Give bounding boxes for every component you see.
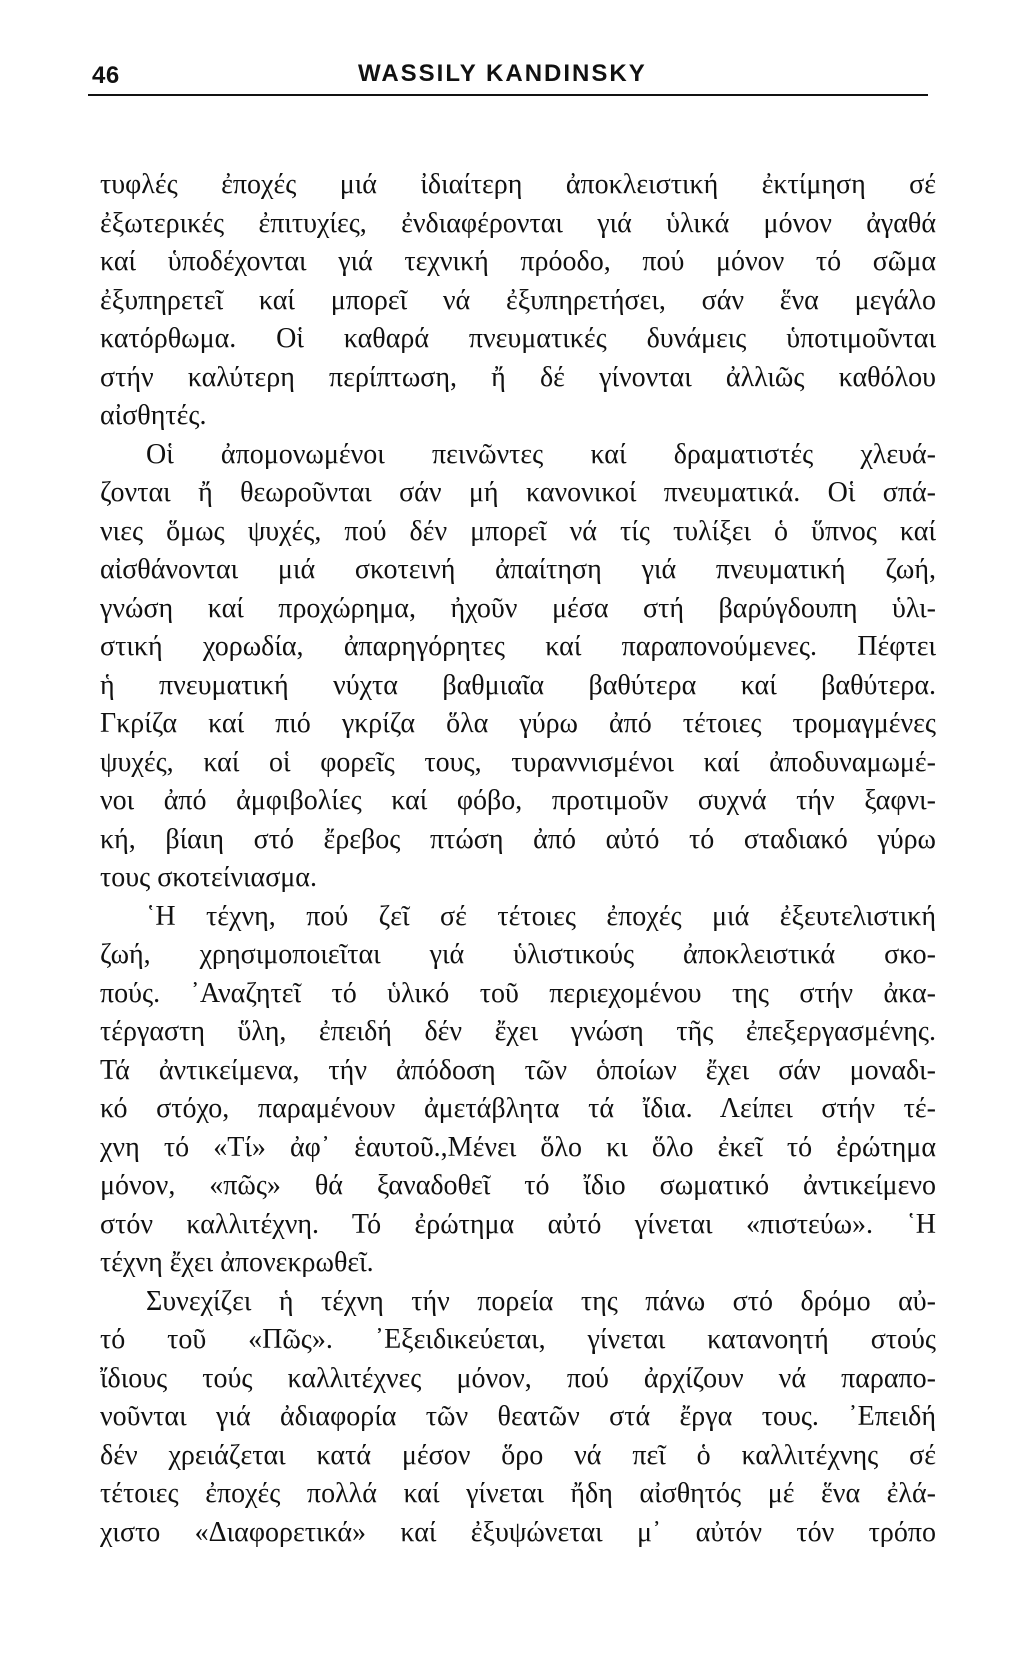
text-line: ψυχές, καί οἱ φορεῖς τους, τυραννισμένοι καί ἀποδυναμωμέ- [100,746,936,778]
text-line: Τά ἀντικείμενα, τήν ἀπόδοση τῶν ὁποίων ἔχει σάν μοναδι- [100,1054,936,1086]
text-line: ἐξυπηρετεῖ καί μπορεῖ νά ἐξυπηρετήσει, σάν ἕνα μεγάλο [100,284,936,316]
text-line: καί ὑποδέχονται γιά τεχνική πρόοδο, πού μόνον τό σῶμα [100,246,936,277]
text-line: τό τοῦ «Πῶς». ᾽Εξειδικεύεται, γίνεται κατανοητή στούς [100,1324,936,1355]
text-line: Συνεχίζει ἡ τέχνη τήν πορεία της πάνω στό δρόμο αὐ- [146,1285,936,1317]
text-line: μόνον, «πῶς» θά ξαναδοθεῖ τό ἴδιο σωματικό ἀντικείμενο [100,1170,936,1201]
text-line: ἡ πνευματική νύχτα βαθμιαῖα βαθύτερα καί βαθύτερα. [100,669,936,701]
text-line: γνώση καί προχώρημα, ἠχοῦν μέσα στή βαρύγδουπη ὑλι- [100,592,936,624]
text-line: ῾Η τέχνη, πού ζεῖ σέ τέτοιες ἐποχές μιά ἐξευτελιστική [146,900,936,932]
page-header [88,58,928,96]
text-line: νοι ἀπό ἀμφιβολίες καί φόβο, προτιμοῦν συχνά τήν ξαφνι- [100,785,936,816]
page-number: 46 [92,62,120,89]
text-line: δέν χρειάζεται κατά μέσον ὅρο νά πεῖ ὁ καλλιτέχνης σέ [100,1439,936,1471]
text-line: ζωή, χρησιμοποιεῖται γιά ὑλιστικούς ἀποκλειστικά σκο- [100,939,936,970]
text-line: Γκρίζα καί πιό γκρίζα ὅλα γύρω ἀπό τέτοιες τρομαγμένες [100,708,936,739]
text-line: Οἱ ἀπομονωμένοι πεινῶντες καί δραματιστές χλευά- [146,438,936,470]
text-line: τέργαστη ὕλη, ἐπειδή δέν ἔχει γνώση τῆς ἐπεξεργασμένης. [100,1016,936,1047]
text-line: νιες ὅμως ψυχές, πού δέν μπορεῖ νά τίς τυλίξει ὁ ὕπνος καί [100,515,936,547]
text-line: στόν καλλιτέχνη. Τό ἐρώτημα αὐτό γίνεται «πιστεύω». ῾Η [100,1208,936,1240]
text-line: τυφλές ἐποχές μιά ἰδιαίτερη ἀποκλειστική ἐκτίμηση σέ [100,169,936,200]
text-line: νοῦνται γιά ἀδιαφορία τῶν θεατῶν στά ἔργα τους. ᾽Επειδή [100,1401,936,1432]
text-line: ἴδιους τούς καλλιτέχνες μόνον, πού ἀρχίζουν νά παραπο- [100,1362,936,1394]
text-line: κή, βίαιη στό ἔρεβος πτώση ἀπό αὐτό τό σταδιακό γύρω [100,823,936,855]
text-line: κατόρθωμα. Οἱ καθαρά πνευματικές δυνάμεις ὑποτιμοῦνται [100,323,936,354]
text-line: κό στόχο, παραμένουν ἀμετάβλητα τά ἴδια. Λείπει στήν τέ- [100,1093,936,1124]
text-line: αἰσθάνονται μιά σκοτεινή ἀπαίτηση γιά πνευματική ζωή, [100,554,936,585]
text-line: χιστο «Διαφορετικά» καί ἐξυψώνεται μ᾽ αὐτόν τόν τρόπο [100,1516,936,1548]
text-line: τέτοιες ἐποχές πολλά καί γίνεται ἤδη αἰσθητός μέ ἕνα ἐλά- [100,1478,936,1509]
text-line: πούς. ᾽Αναζητεῖ τό ὑλικό τοῦ περιεχομένου της στήν ἀκα- [100,977,936,1009]
text-line: τους σκοτείνιασμα. [100,862,317,893]
text-line: στική χορωδία, ἀπαρηγόρητες καί παραπονούμενες. Πέφτει [100,631,936,662]
text-line: τέχνη ἔχει ἀπονεκρωθεῖ. [100,1247,374,1278]
text-line: ἐξωτερικές ἐπιτυχίες, ἐνδιαφέρονται γιά ὑλικά μόνον ἀγαθά [100,207,936,239]
text-line: ζονται ἤ θεωροῦνται σάν μή κανονικοί πνευματικά. Οἱ σπά- [100,477,936,508]
text-line: στήν καλύτερη περίπτωση, ἤ δέ γίνονται ἀλλιῶς καθόλου [100,361,936,393]
text-line: αἰσθητές. [100,400,207,431]
text-line: χνη τό «Τί» ἀφ᾽ ἑαυτοῦ.,Μένει ὅλο κι ὅλο ἐκεῖ τό ἐρώτημα [100,1131,936,1163]
body-text [100,166,936,1552]
running-head: WASSILY KANDINSKY [358,60,647,87]
